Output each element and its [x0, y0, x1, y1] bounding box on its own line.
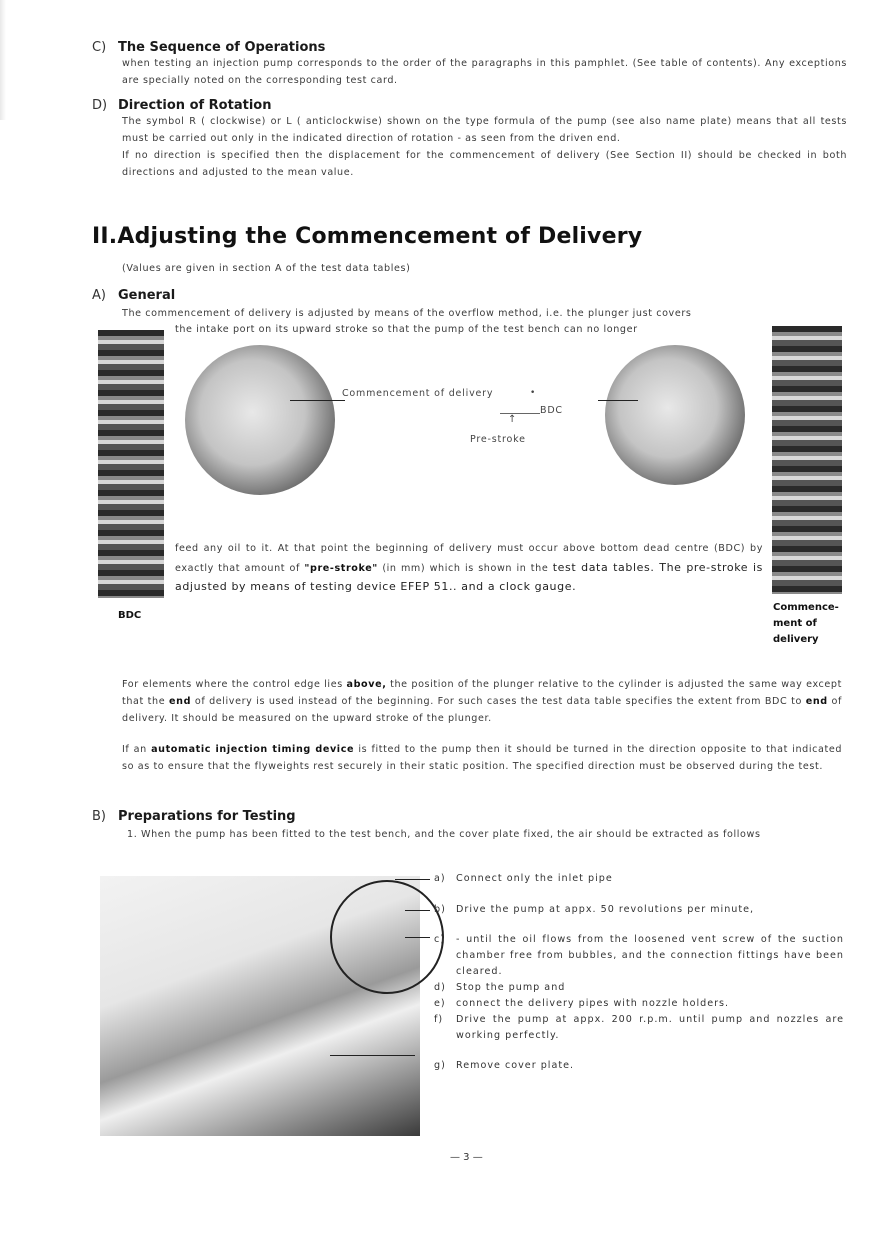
- control-edge-text-d: of delivery. It should be measured on the upward stroke of the plunger.: [122, 696, 842, 724]
- step-label: g): [434, 1060, 446, 1071]
- section-d-para1: The symbol R ( clockwise) or L ( anticlockwise) shown on the type formula of the pump (see also name plate) means that all tests must be carried out only in the indicated direction of rotation - as seen from the driven end.: [122, 116, 847, 144]
- steps-list: [434, 871, 844, 1074]
- step-text: Drive the pump at appx. 200 r.p.m. until pump and nozzles are working perfectly.: [456, 1014, 844, 1041]
- term-end-1: end: [169, 696, 192, 707]
- section-d-letter: D): [92, 98, 108, 113]
- right-pointer-line: [598, 400, 638, 401]
- step-b: [434, 902, 844, 918]
- step-text: Remove cover plate.: [456, 1060, 575, 1071]
- step-text: connect the delivery pipes with nozzle holders.: [456, 998, 730, 1009]
- step-label: f): [434, 1014, 444, 1025]
- step-e: [434, 996, 844, 1012]
- section-c-letter: C): [92, 40, 107, 55]
- step-label: b): [434, 904, 446, 915]
- prestroke-text-b: (in mm) which is shown in the: [382, 562, 549, 574]
- section-c-text: when testing an injection pump corresponds to the order of the paragraphs in this pamphlet. (See table of contents). Any exceptions are specially noted on the corresponding test card.: [122, 58, 847, 86]
- term-auto-device: automatic injection timing device: [151, 744, 355, 755]
- control-edge-text-c: of delivery is used instead of the beginning. For such cases the test data table specifies the extent from BDC to: [194, 696, 802, 707]
- preparations-letter: B): [92, 809, 106, 824]
- commencement-photo: [772, 326, 842, 594]
- timing-text-a: If an: [122, 744, 147, 755]
- general-title: General: [118, 288, 176, 303]
- preparations-heading: [92, 809, 296, 824]
- step-text: Connect only the inlet pipe: [456, 873, 613, 884]
- commencement-caption: Commence-ment of delivery: [773, 602, 839, 645]
- prestroke-text-a: feed any oil to it. At that point the beginning of delivery must occur above bottom dead centre (BDC) by exactly that amount of: [175, 543, 763, 574]
- step-label: c): [434, 934, 446, 945]
- term-above: above,: [346, 679, 387, 690]
- chapter-subtitle: (Values are given in section A of the test data tables): [122, 263, 411, 274]
- section-d-para2: If no direction is specified then the displacement for the commencement of delivery (See Section II) should be checked in both directions and adjusted to the mean value.: [122, 150, 847, 178]
- step-d: [434, 980, 844, 996]
- step-a: [434, 871, 844, 887]
- label-prestroke: Pre-stroke: [470, 434, 526, 445]
- step-label: d): [434, 982, 446, 993]
- scan-edge: [0, 0, 6, 120]
- control-edge-paragraph: [122, 676, 842, 727]
- left-pointer-line: [290, 400, 345, 401]
- step-label: a): [434, 873, 446, 884]
- section-c: [92, 40, 847, 89]
- leader-g: [330, 1055, 415, 1056]
- leader-c: [405, 937, 430, 938]
- plunger-commencement-closeup: [605, 345, 745, 485]
- general-line1: The commencement of delivery is adjusted by means of the overflow method, i.e. the plunger just covers: [122, 308, 692, 319]
- step-f: [434, 1012, 844, 1044]
- leader-a: [395, 879, 430, 880]
- label-commencement: Commencement of delivery: [342, 388, 494, 399]
- general-heading: [92, 288, 175, 303]
- leader-b: [405, 910, 430, 911]
- step-text: Drive the pump at appx. 50 revolutions per minute,: [456, 904, 755, 915]
- section-d-heading: [92, 98, 847, 113]
- page-number: — 3 —: [450, 1152, 483, 1163]
- section-c-heading: [92, 40, 847, 55]
- step-label: e): [434, 998, 446, 1009]
- preparations-step1: 1. When the pump has been fitted to the test bench, and the cover plate fixed, the air should be extracted as follows: [127, 829, 761, 840]
- prestroke-term: "pre-stroke": [304, 562, 378, 574]
- chapter-title-text: Adjusting the Commencement of Delivery: [117, 224, 643, 249]
- step-g: [434, 1058, 844, 1074]
- marker-dot: •: [530, 388, 536, 398]
- section-d: [92, 98, 847, 181]
- prestroke-text-c: test data tables. The pre-stroke is adjusted by means of testing device EFEP 51.. and a clock gauge.: [175, 560, 763, 593]
- chapter-title: [92, 224, 642, 249]
- preparations-title: Preparations for Testing: [118, 809, 296, 824]
- step-text: - until the oil flows from the loosened vent screw of the suction chamber free from bubbles, and the connection fittings have been cleared.: [456, 934, 844, 977]
- timing-device-paragraph: [122, 741, 842, 775]
- bdc-line: [500, 413, 540, 414]
- bdc-caption: BDC: [118, 610, 142, 621]
- section-d-title: Direction of Rotation: [118, 98, 272, 113]
- prestroke-paragraph: [175, 540, 763, 598]
- term-end-2: end: [805, 696, 828, 707]
- timing-text-b: is fitted to the pump then it should be turned in the direction opposite to that indicated so as to ensure that the flyweights rest securely in their static position. The specified direction must be observed during the test.: [122, 744, 843, 772]
- general-letter: A): [92, 288, 106, 303]
- plunger-bdc-closeup: [185, 345, 335, 495]
- step-text: Stop the pump and: [456, 982, 566, 993]
- step-c: [434, 932, 844, 980]
- general-line2: the intake port on its upward stroke so that the pump of the test bench can no longer: [175, 324, 638, 335]
- control-edge-text-b: the position of the plunger relative to the cylinder is adjusted the same way except that the: [122, 679, 842, 707]
- control-edge-text-a: For elements where the control edge lies: [122, 679, 343, 690]
- up-arrow-icon: ↑: [508, 414, 517, 425]
- bdc-photo: [98, 330, 164, 598]
- label-bdc: BDC: [540, 405, 563, 416]
- chapter-number: II.: [92, 224, 118, 249]
- section-c-title: The Sequence of Operations: [118, 40, 326, 55]
